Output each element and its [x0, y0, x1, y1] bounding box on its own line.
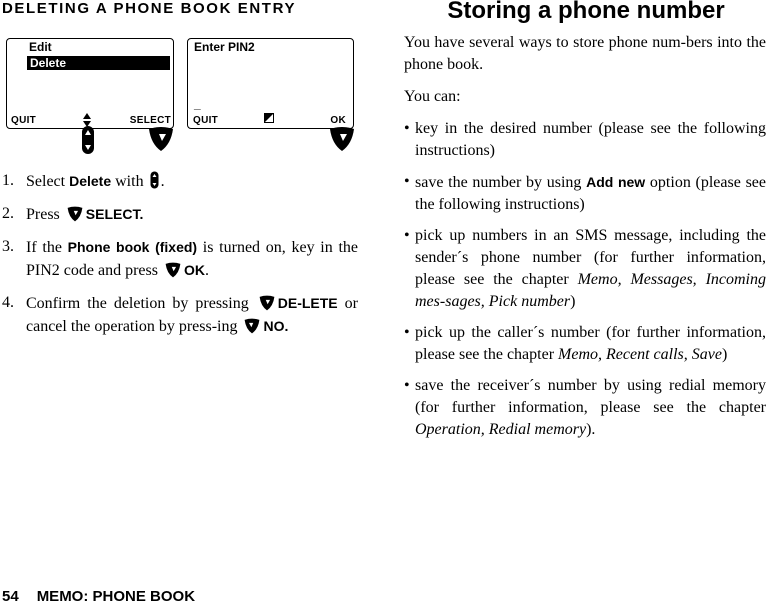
footer-section: MEMO: PHONE BOOK — [36, 588, 196, 605]
add-new-label: Add new — [586, 174, 646, 190]
left-softkey-icon — [243, 318, 261, 334]
you-can-text: You can: — [404, 88, 461, 105]
phone-book-fixed-label: Phone book (fixed) — [67, 239, 198, 255]
page-number: 54 — [2, 588, 19, 605]
intro-paragraph: You have several ways to store phone num-bers into the phone book. — [404, 34, 766, 73]
delete-label: DE-LETE — [277, 295, 338, 311]
section-heading: DELETING A PHONE BOOK ENTRY — [2, 0, 297, 17]
page-footer — [2, 588, 195, 605]
step-2: 2. Press SELECT. — [2, 205, 144, 223]
phone-screen-enter-pin2 — [187, 38, 354, 129]
chapter-reference: Memo, Recent calls, Save — [558, 346, 722, 363]
scroll-key-icon — [150, 171, 159, 189]
pin2-prompt: Enter PIN2 — [194, 40, 255, 54]
right-softkey-icon — [147, 126, 175, 152]
section-title: Storing a phone number — [447, 0, 725, 24]
chapter-reference: Memo, Messages, Incoming mes-sages, Pick number — [415, 271, 766, 310]
softkey-quit: QUIT — [11, 115, 37, 126]
menu-item-delete-selected: Delete — [27, 56, 170, 70]
softkey-quit: QUIT — [193, 115, 219, 126]
right-softkey-icon — [258, 295, 276, 311]
steps-list — [2, 170, 358, 348]
no-label: NO. — [263, 318, 289, 334]
right-column — [404, 32, 766, 450]
bullet-item: • key in the desired number (please see the following instructions) — [404, 120, 766, 159]
bullet-item: • pick up the caller´s number (for further information, please see the chapter Memo, Recent calls, Save) — [404, 324, 766, 363]
step-3: 3. If the Phone book (fixed) is turned on, key in the PIN2 code and press OK. — [2, 238, 359, 279]
phone-screen-delete-menu — [6, 38, 174, 129]
step-1: 1. Select Delete with . — [2, 172, 165, 190]
input-cursor: _ — [194, 97, 201, 111]
input-mode-icon — [264, 113, 274, 123]
right-softkey-icon — [66, 206, 84, 222]
softkey-select: SELECT — [129, 115, 171, 126]
menu-delete-label: Delete — [69, 173, 112, 189]
scroll-key-icon — [81, 125, 95, 155]
bullet-item: • pick up numbers in an SMS message, including the sender´s phone number (for further information, please see the chapter Memo, Messages, Incoming mes-sages, Pick number) — [404, 227, 766, 310]
chapter-reference: Operation, Redial memory — [415, 421, 587, 438]
right-softkey-icon — [164, 262, 182, 278]
menu-item-edit: Edit — [29, 40, 52, 54]
ok-label: OK — [183, 262, 205, 278]
bullet-item: • save the receiver´s number by using redial memory (for further information, please see the chapter Operation, Redial memory). — [404, 377, 766, 438]
select-label: SELECT. — [85, 206, 144, 222]
softkey-ok: OK — [330, 115, 346, 126]
right-softkey-icon — [328, 126, 356, 152]
step-4: 4. Confirm the deletion by pressing DE-LETE or cancel the operation by press-ing NO. — [2, 294, 358, 335]
bullet-item: • save the number by using Add new option (please see the following instructions) — [404, 173, 766, 213]
